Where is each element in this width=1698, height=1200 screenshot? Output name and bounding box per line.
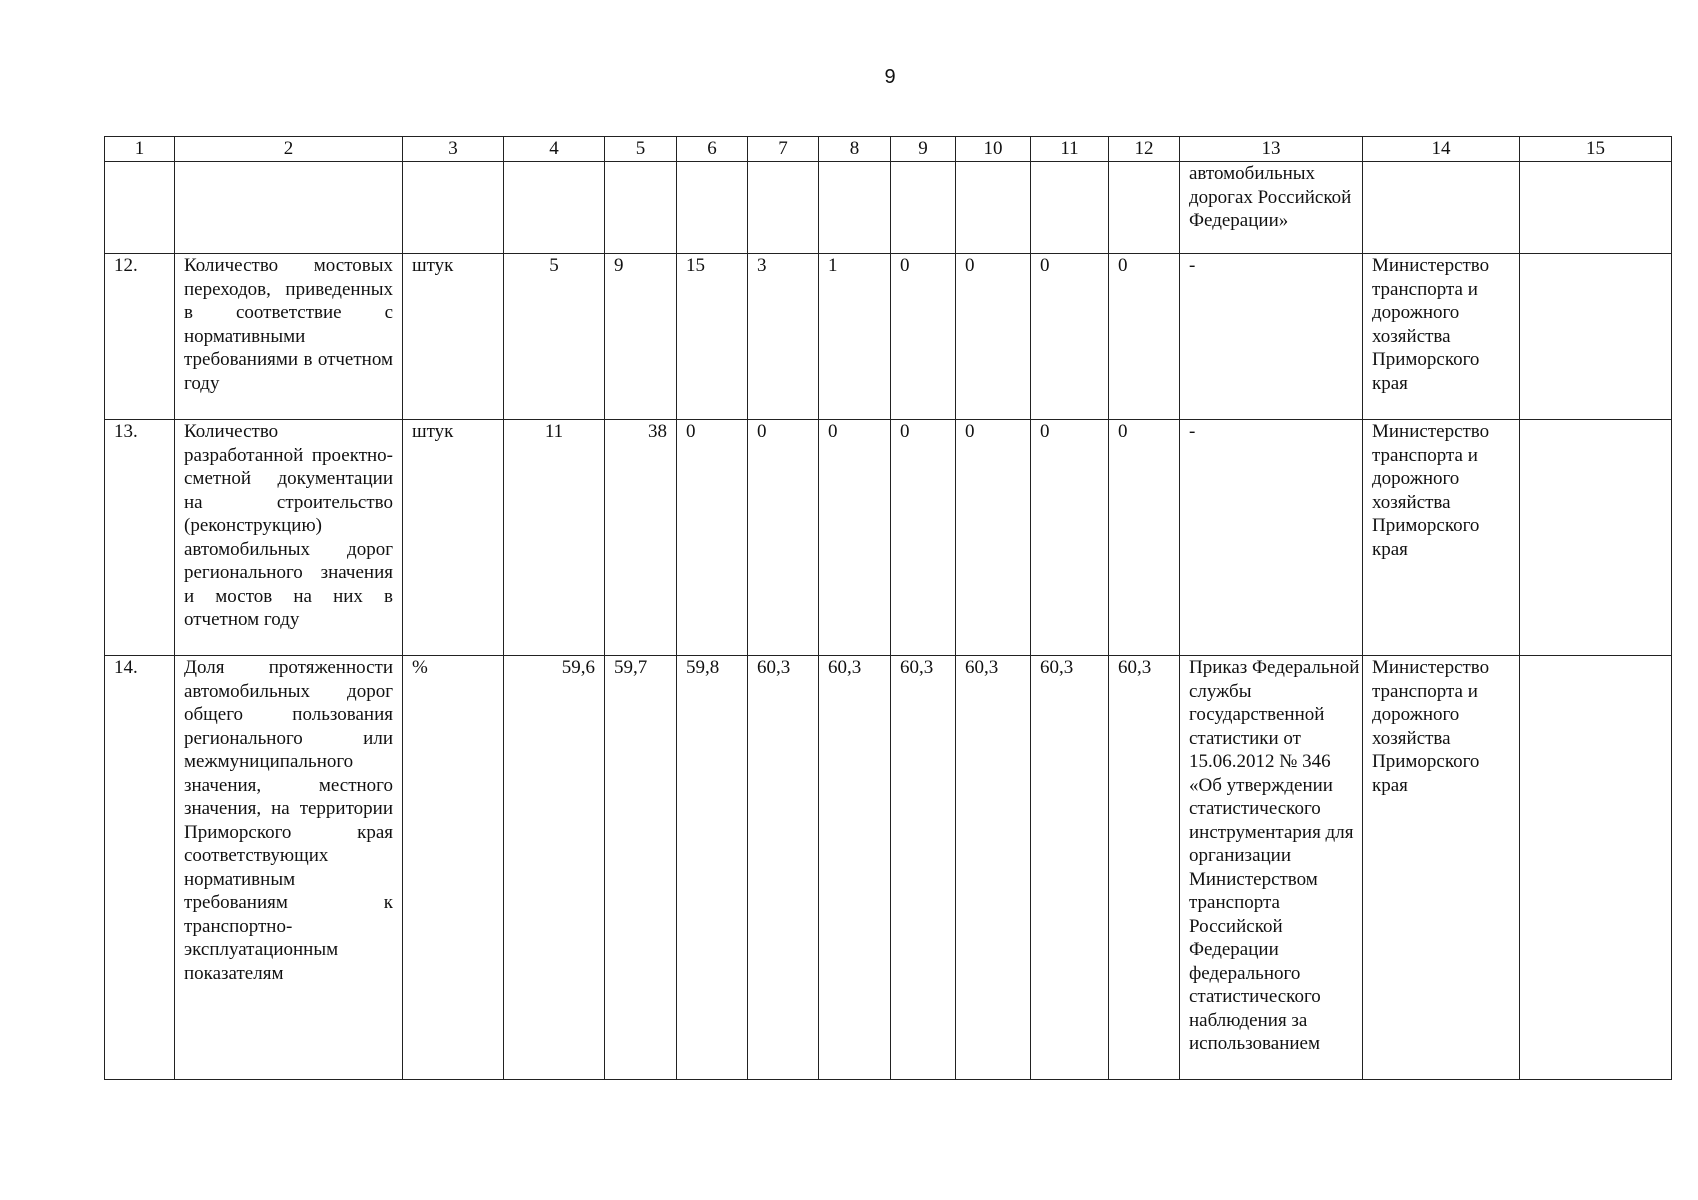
responsible-cell: Министерство транспорта и дорожного хозяйства Приморского края — [1363, 254, 1520, 420]
value-cell: 59,7 — [605, 656, 677, 1080]
value-cell: 0 — [748, 420, 819, 656]
indicator-name: Доля протяженности автомобильных дорог общего пользования регионального или межмуниципального значения, местного значения, на территории Приморского края соответствующих нормативным требованиям к транспортно-эксплуатационным показателям — [175, 656, 403, 1080]
table-cell — [677, 162, 748, 254]
table-cell — [748, 162, 819, 254]
legal-basis-cell: - — [1180, 420, 1363, 656]
column-number: 9 — [891, 137, 956, 162]
column-number: 5 — [605, 137, 677, 162]
table-cell — [891, 162, 956, 254]
table-cell — [1109, 162, 1180, 254]
table-cell — [105, 162, 175, 254]
column-number: 15 — [1520, 137, 1672, 162]
value-cell: 60,3 — [819, 656, 891, 1080]
column-number: 11 — [1031, 137, 1109, 162]
table-row — [105, 656, 1672, 1080]
value-cell: 0 — [956, 254, 1031, 420]
column-number: 4 — [504, 137, 605, 162]
column-number-row — [105, 137, 1672, 162]
indicators-table — [104, 136, 1672, 1080]
table-cell — [1520, 162, 1672, 254]
column-number: 12 — [1109, 137, 1180, 162]
table-cell — [819, 162, 891, 254]
value-cell: 15 — [677, 254, 748, 420]
value-cell: 0 — [1109, 420, 1180, 656]
column-number: 13 — [1180, 137, 1363, 162]
value-cell: 0 — [1031, 420, 1109, 656]
responsible-cell: Министерство транспорта и дорожного хозяйства Приморского края — [1363, 656, 1520, 1080]
column-number: 3 — [403, 137, 504, 162]
value-cell: 60,3 — [748, 656, 819, 1080]
value-cell: 5 — [504, 254, 605, 420]
unit-cell: штук — [403, 254, 504, 420]
column-number: 10 — [956, 137, 1031, 162]
indicator-name: Количество разработанной проектно-сметной документации на строительство (реконструкцию) автомобильных дорог регионального значения и мостов на них в отчетном году — [175, 420, 403, 656]
value-cell: 59,8 — [677, 656, 748, 1080]
value-cell: 38 — [605, 420, 677, 656]
unit-cell: % — [403, 656, 504, 1080]
value-cell: 0 — [956, 420, 1031, 656]
table-cell — [504, 162, 605, 254]
table-cell — [1031, 162, 1109, 254]
table-cell — [1363, 162, 1520, 254]
table-cell — [175, 162, 403, 254]
table-cell — [956, 162, 1031, 254]
page-number: 9 — [884, 66, 896, 88]
legal-basis-cell: Приказ Федеральной службы государственной статистики от 15.06.2012 № 346 «Об утверждении статистического инструментария для организации Министерством транспорта Российской Федерации федерального статистического наблюдения за использованием — [1180, 656, 1363, 1080]
column-number: 8 — [819, 137, 891, 162]
table-row — [105, 254, 1672, 420]
legal-basis-cell: - — [1180, 254, 1363, 420]
value-cell: 0 — [891, 254, 956, 420]
value-cell: 0 — [891, 420, 956, 656]
value-cell: 59,6 — [504, 656, 605, 1080]
value-cell: 3 — [748, 254, 819, 420]
column-number: 7 — [748, 137, 819, 162]
column-number: 14 — [1363, 137, 1520, 162]
column-number: 2 — [175, 137, 403, 162]
row-number: 13. — [105, 420, 175, 656]
indicator-name: Количество мостовых переходов, приведенных в соответствие с нормативными требованиями в отчетном году — [175, 254, 403, 420]
value-cell: 9 — [605, 254, 677, 420]
column-number: 6 — [677, 137, 748, 162]
value-cell: 0 — [677, 420, 748, 656]
row-number: 12. — [105, 254, 175, 420]
table-cell — [1520, 420, 1672, 656]
unit-cell: штук — [403, 420, 504, 656]
value-cell: 0 — [819, 420, 891, 656]
table-cell — [1520, 656, 1672, 1080]
value-cell: 60,3 — [956, 656, 1031, 1080]
value-cell: 60,3 — [1109, 656, 1180, 1080]
row-number: 14. — [105, 656, 175, 1080]
value-cell: 60,3 — [891, 656, 956, 1080]
responsible-cell: Министерство транспорта и дорожного хозяйства Приморского края — [1363, 420, 1520, 656]
value-cell: 0 — [1109, 254, 1180, 420]
legal-basis-cell: автомобильных дорогах Российской Федерации» — [1180, 162, 1363, 254]
value-cell: 1 — [819, 254, 891, 420]
table-cell — [605, 162, 677, 254]
value-cell: 60,3 — [1031, 656, 1109, 1080]
table-cell — [403, 162, 504, 254]
continuation-row — [105, 162, 1672, 254]
table-row — [105, 420, 1672, 656]
column-number: 1 — [105, 137, 175, 162]
table-cell — [1520, 254, 1672, 420]
value-cell: 11 — [504, 420, 605, 656]
value-cell: 0 — [1031, 254, 1109, 420]
